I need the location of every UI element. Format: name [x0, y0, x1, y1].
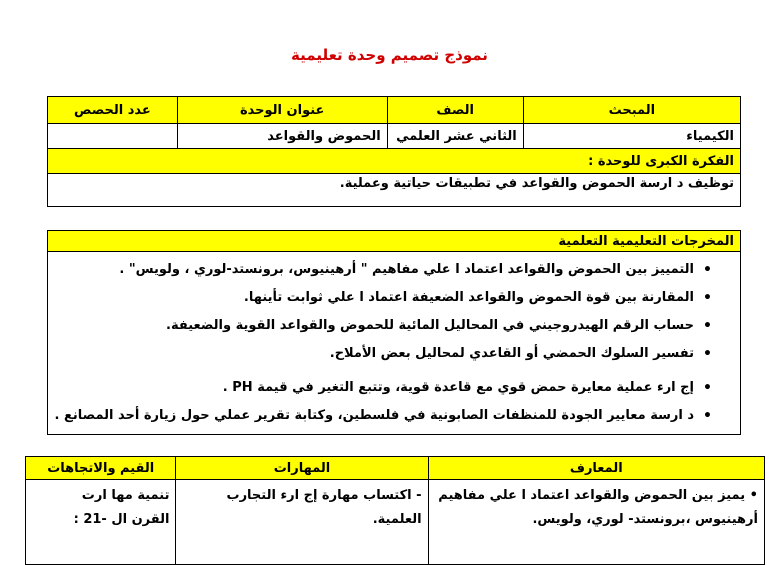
skills-line: العلمية.	[372, 512, 422, 527]
knowledge-cell	[428, 480, 764, 565]
knowledge-header: المعارف	[428, 457, 764, 480]
values-line: تنمية مها ارت	[81, 488, 170, 503]
list-item: • د ارسة معايير الجودة للمنظفات الصابونية في فلسطين، وكتابة تقرير عملي حول زيارة أحد المصانع .	[48, 402, 712, 430]
values-header: القيم والاتجاهات	[26, 457, 176, 480]
big-idea-row	[48, 174, 741, 207]
list-item: • المقارنة بين قوة الحموض والقواعد الضعيفة اعتماد ا علي ثوابت تأينها.	[48, 284, 712, 312]
periods-value	[48, 124, 178, 149]
bottom-header-row	[26, 457, 765, 480]
grade-header: الصف	[387, 97, 523, 124]
outcomes-list	[48, 256, 712, 430]
outcomes-header-row	[48, 231, 741, 252]
periods-header: عدد الحصص	[48, 97, 178, 124]
knowledge-line: أرهينيوس ،برونستد- لوري، ولويس.	[532, 512, 758, 527]
list-item: • تفسير السلوك الحمضي أو القاعدي لمحاليل بعض الأملاح.	[48, 340, 712, 368]
skills-header: المهارات	[176, 457, 428, 480]
outcomes-table	[47, 230, 741, 435]
unit-title-value: الحموض والقواعد	[177, 124, 387, 149]
unit-values-row	[48, 124, 741, 149]
knowledge-line: • يميز بين الحموض والقواعد اعتماد ا علي مفاهيم	[438, 488, 758, 503]
skills-line: - اكتساب مهارة إج ارء التجارب	[226, 488, 422, 503]
outcomes-body-row	[48, 252, 741, 435]
subject-value: الكيمياء	[523, 124, 740, 149]
page-title: نموذج تصميم وحدة تعليمية	[291, 46, 488, 64]
subject-header: المبحث	[523, 97, 740, 124]
list-item: • حساب الرقم الهيدروجيني في المحاليل المائية للحموض والقواعد القوية والضعيفة.	[48, 312, 712, 340]
list-item: • التمييز بين الحموض والقواعد اعتماد ا علي مفاهيم " أرهينيوس، برونستد-لوري ، ولويس" .	[48, 256, 712, 284]
unit-info-table	[47, 96, 741, 207]
list-item: • إج ارء عملية معايرة حمض قوي مع قاعدة قوية، وتتبع التغير في قيمة PH .	[48, 374, 712, 402]
knowledge-skills-values-table	[25, 456, 765, 565]
values-cell	[26, 480, 176, 565]
outcomes-header: المخرجات التعليمية التعلمية	[48, 231, 741, 252]
big-idea-label: الفكرة الكبرى للوحدة :	[48, 149, 741, 174]
unit-title-header: عنوان الوحدة	[177, 97, 387, 124]
bottom-body-row	[26, 480, 765, 565]
unit-header-row	[48, 97, 741, 124]
skills-cell	[176, 480, 428, 565]
values-line: القرن ال -21 :	[73, 512, 170, 527]
grade-value: الثاني عشر العلمي	[387, 124, 523, 149]
big-idea-text: توظيف د ارسة الحموض والقواعد في تطبيقات حياتية وعملية.	[48, 174, 741, 207]
big-idea-label-row	[48, 149, 741, 174]
